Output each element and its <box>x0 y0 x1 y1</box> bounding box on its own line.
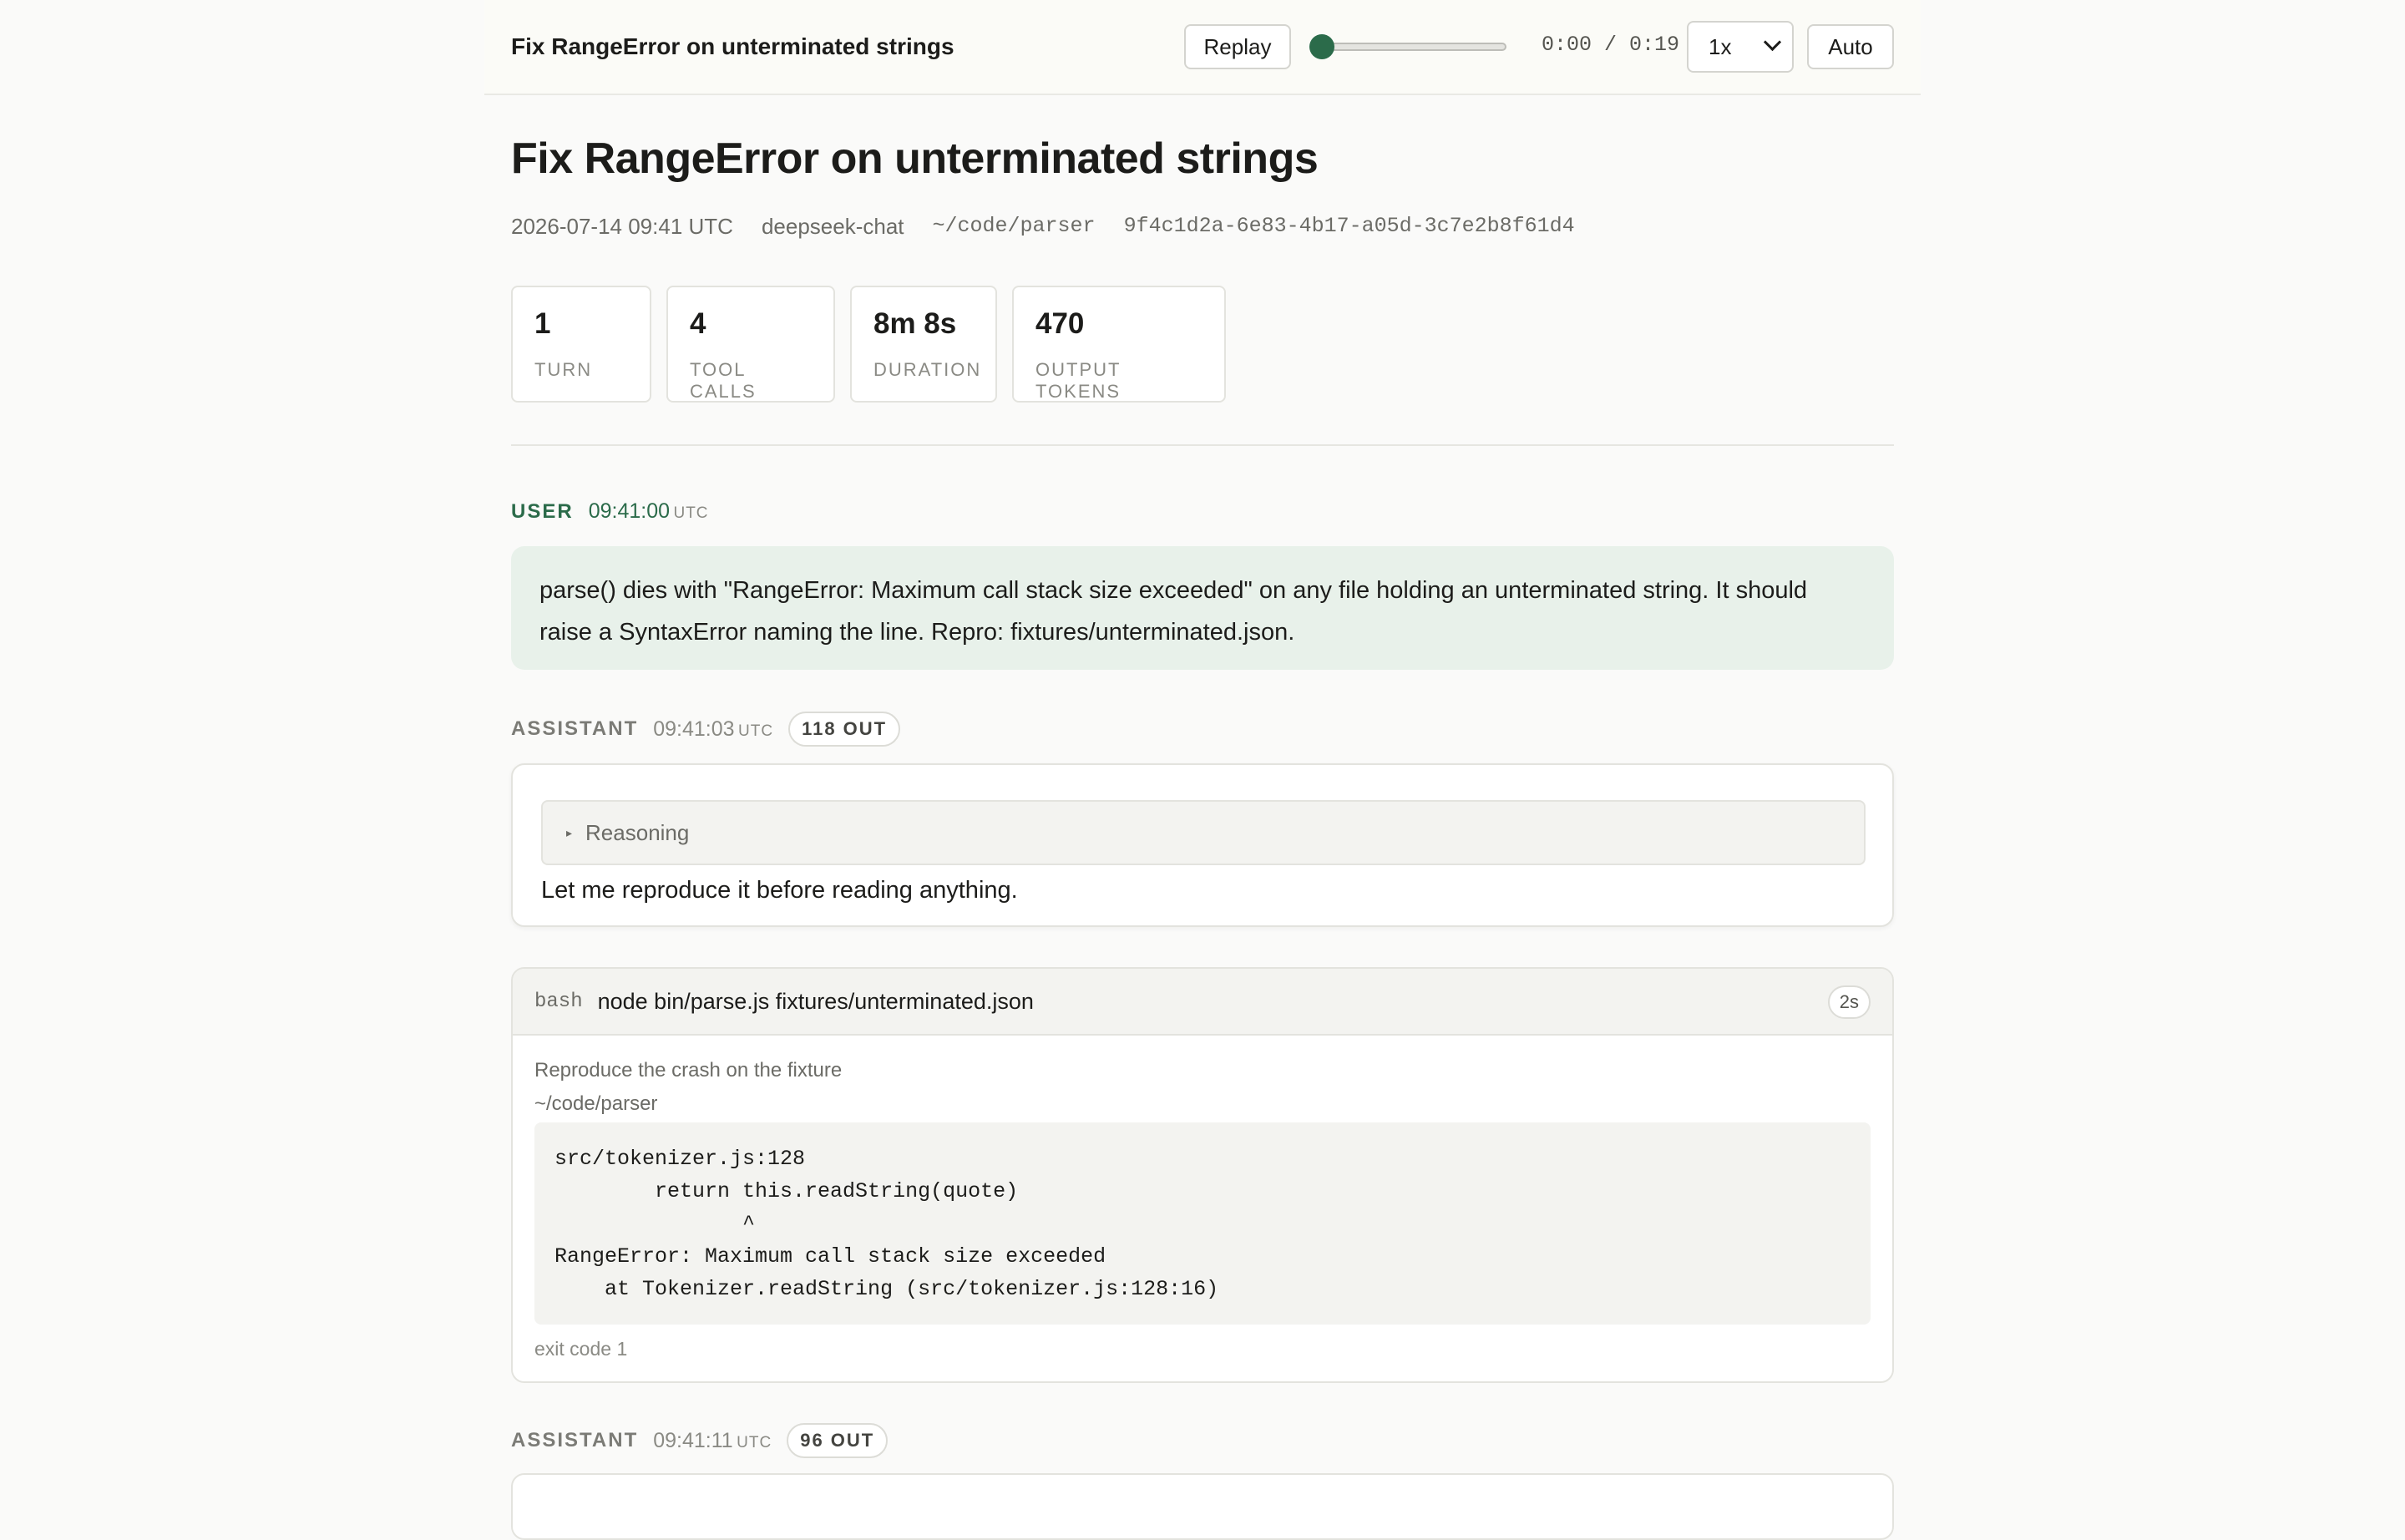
session-path: ~/code/parser <box>932 214 1096 238</box>
stat-duration <box>850 286 997 403</box>
token-badge: 96 OUT <box>787 1423 888 1458</box>
stat-value: 1 <box>534 307 551 340</box>
page-title: Fix RangeError on unterminated strings <box>511 134 1319 183</box>
stats-row <box>511 286 1226 403</box>
stat-value: 4 <box>690 307 706 340</box>
transcript-page <box>484 0 1921 1452</box>
role-label: ASSISTANT <box>511 717 639 740</box>
tool-description: Reproduce the crash on the fixture <box>534 1059 843 1082</box>
message-time-group <box>589 499 709 524</box>
assistant-message-header <box>511 1423 888 1458</box>
user-message-header <box>511 499 709 524</box>
section-divider <box>511 444 1894 446</box>
caret-right-icon: ▸ <box>566 825 573 839</box>
stat-label: DURATION <box>873 359 982 380</box>
timezone-label: UTC <box>738 722 774 740</box>
tool-kind: bash <box>534 990 583 1013</box>
tool-command: node bin/parse.js fixtures/unterminated.json <box>597 988 1034 1014</box>
session-model: deepseek-chat <box>761 214 904 239</box>
stat-turns <box>511 286 651 403</box>
message-time-group <box>653 1429 772 1453</box>
tool-exit-code: exit code 1 <box>534 1338 628 1360</box>
tool-call-card <box>511 967 1894 1383</box>
timezone-label: UTC <box>737 1433 772 1451</box>
session-id: 9f4c1d2a-6e83-4b17-a05d-3c7e2b8f61d4 <box>1123 214 1575 238</box>
slider-track <box>1309 43 1506 51</box>
session-meta <box>511 214 1575 240</box>
stat-label: TOOL CALLS <box>690 359 757 402</box>
assistant-message-header <box>511 712 900 747</box>
speed-select[interactable] <box>1687 21 1794 73</box>
message-time: 09:41:03 <box>653 717 735 741</box>
role-label: USER <box>511 499 574 523</box>
toolbar-title: Fix RangeError on unterminated strings <box>511 33 954 59</box>
stat-label: OUTPUT TOKENS <box>1035 359 1121 402</box>
message-time: 09:41:00 <box>588 499 671 523</box>
stat-tool-calls <box>666 286 835 403</box>
stat-value: 470 <box>1035 307 1085 340</box>
playback-slider[interactable] <box>1309 38 1506 55</box>
assistant-message <box>511 1473 1894 1540</box>
reasoning-label: Reasoning <box>585 819 690 845</box>
stat-value: 8m 8s <box>873 307 957 340</box>
chevron-down-icon <box>1764 33 1781 51</box>
assistant-text: Let me reproduce it before reading anything. <box>541 877 1018 904</box>
message-time-group <box>653 717 773 742</box>
stat-output-tokens <box>1012 286 1226 403</box>
token-badge: 118 OUT <box>788 712 900 747</box>
tool-output: src/tokenizer.js:128 return this.readString(quote) ^ RangeError: Maximum call stack size exceeded at Tokenizer.readString (src/tokenizer.js:128:16) <box>534 1122 1871 1325</box>
replay-toolbar <box>484 0 1921 95</box>
replay-button[interactable]: Replay <box>1184 24 1291 69</box>
session-timestamp: 2026-07-14 09:41 UTC <box>511 214 733 239</box>
slider-thumb[interactable] <box>1309 34 1334 59</box>
reasoning-toggle[interactable] <box>541 800 1866 865</box>
message-time: 09:41:11 <box>653 1428 733 1452</box>
role-label: ASSISTANT <box>511 1429 639 1451</box>
tool-cwd: ~/code/parser <box>534 1092 658 1115</box>
assistant-message <box>511 763 1894 927</box>
timezone-label: UTC <box>673 504 709 522</box>
user-message: parse() dies with "RangeError: Maximum call stack size exceeded" on any file holding an unterminated string. It should raise a SyntaxError naming the line. Repro: fixtures/unterminated.json. <box>511 546 1894 670</box>
stat-label: TURN <box>534 359 593 380</box>
auto-button[interactable]: Auto <box>1807 24 1894 69</box>
tool-duration-badge: 2s <box>1828 985 1871 1019</box>
tool-call-body <box>513 1036 1892 1360</box>
tool-call-header[interactable] <box>513 969 1892 1036</box>
playback-timer: 0:00 / 0:19 <box>1542 33 1680 57</box>
speed-value: 1x <box>1709 34 1732 59</box>
